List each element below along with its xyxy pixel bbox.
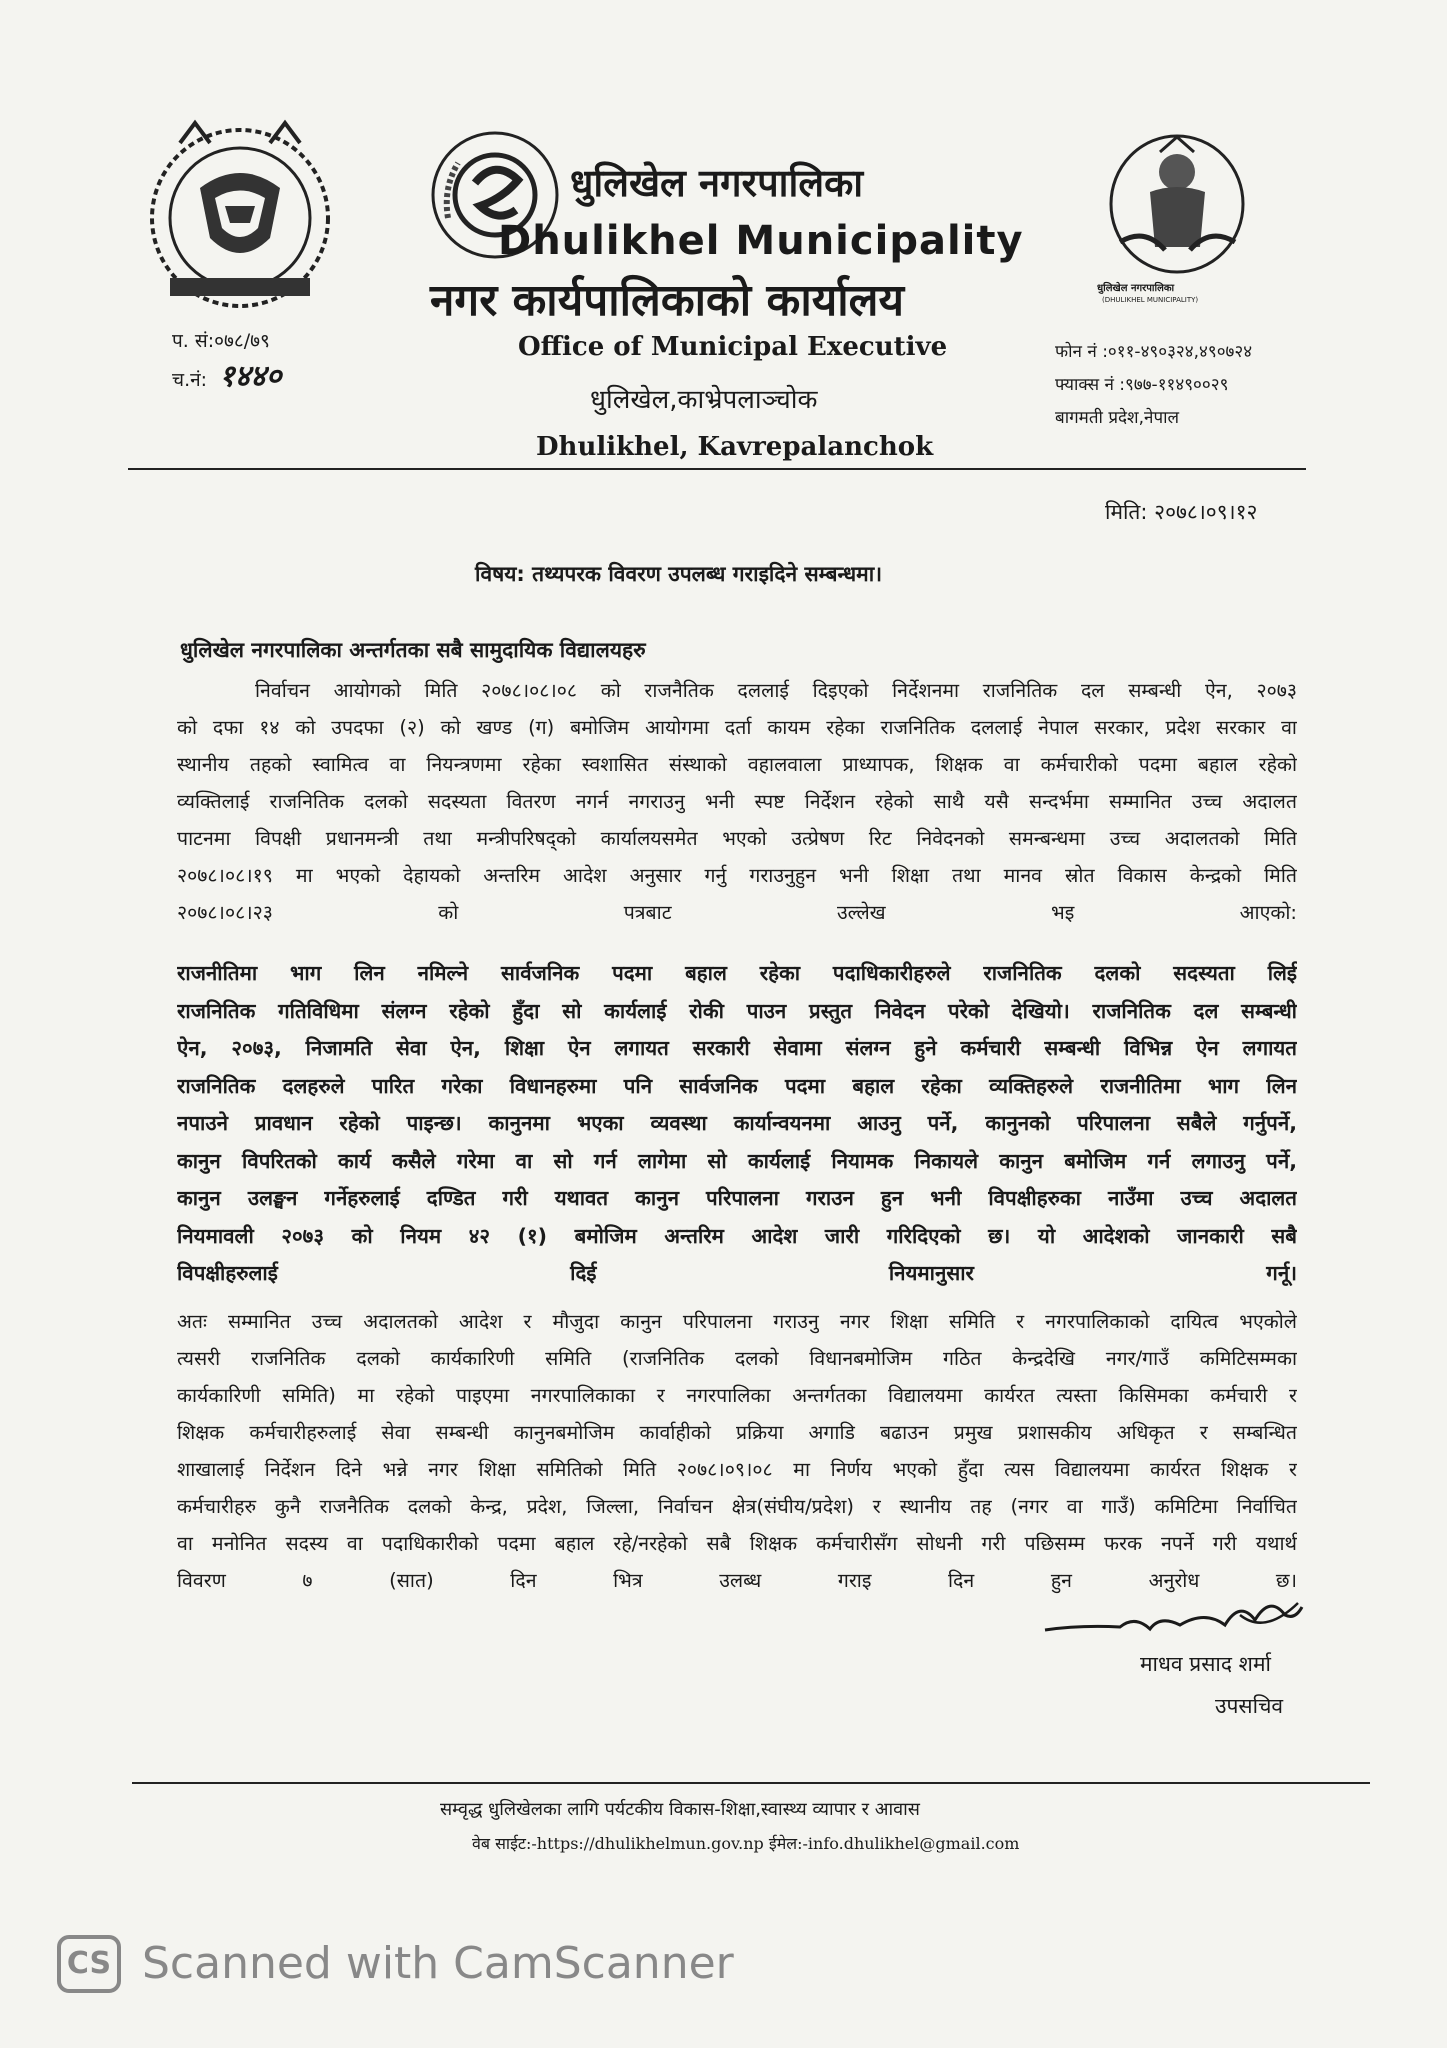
chalani-label: च.नं: [172, 369, 208, 391]
footer-slogan: सम्वृद्ध धुलिखेलका लागि पर्यटकीय विकास-शिक्षा,स्वास्थ्य व्यापार र आवास [440, 1799, 920, 1820]
province: बागमती प्रदेश,नेपाल [1055, 408, 1180, 428]
office-name-en: Office of Municipal Executive [518, 332, 948, 362]
paragraph-line: अतः सम्मानित उच्च अदालतको आदेश र मौजुदा कानुन परिपालना गराउनु नगर शिक्षा समिति र नगरपालिकाको दायित्व भएकोले [177, 1310, 1297, 1333]
letter-recipient: धुलिखेल नगरपालिका अन्तर्गतका सबै सामुदायिक विद्यालयहरु [180, 638, 646, 662]
paragraph-line: विवरण ७ (सात) दिन भित्र उलब्ध गराइ दिन हुन अनुरोध छ। [177, 1569, 1297, 1592]
paragraph-line: राजनितिक दलहरुले पारित गरेका विधानहरुमा पनि सार्वजनिक पदमा बहाल रहेका व्यक्तिहरुले राजनीतिमा भाग लिन [177, 1073, 1297, 1098]
header-divider [128, 468, 1306, 470]
camscanner-watermark: Scanned with CamScanner [142, 1938, 734, 1989]
signatory-name: माधव प्रसाद शर्मा [1140, 1652, 1271, 1676]
paragraph-line: वा मनोनित सदस्य वा पदाधिकारीको पदमा बहाल रहे/नरहेको सबै शिक्षक कर्मचारीसँग सोधनी गरी पछिसम्म फरक नपर्ने गरी यथार्थ [177, 1532, 1297, 1555]
paragraph-line: कानुन उलङ्घन गर्नेहरुलाई दण्डित गरी यथावत कानुन परिपालना गराउन हुन भनी विपक्षीहरुका नाउँमा उच्च अदालत [177, 1186, 1297, 1210]
camscanner-logo-icon: CS [57, 1935, 121, 1993]
paragraph-line: नियमावली २०७३ को नियम ४२ (१) बमोजिम अन्तरिम आदेश जारी गरिदिएको छ। यो आदेशको जानकारी सबै [177, 1223, 1297, 1248]
paragraph-2-court-order [177, 955, 1297, 1293]
paragraph-line: कर्मचारीहरु कुनै राजनैतिक दलको केन्द्र, प्रदेश, जिल्ला, निर्वाचन क्षेत्र(संघीय/प्रदेश) र स्थानीय तह (नगर वा गाउँ) कमिटिमा निर्वाचित [177, 1495, 1297, 1518]
contact-block [1055, 336, 1252, 435]
handwritten-signature [1040, 1585, 1310, 1645]
logo-caption-en: (DHULIKHEL MUNICIPALITY) [1102, 296, 1199, 304]
paragraph-line: पाटनमा विपक्षी प्रधानमन्त्री तथा मन्त्रीपरिषद्को कार्यालयसमेत भएको उत्प्रेषण रिट निवेदनको समन्बन्धमा उच्च अदालतको मिति [177, 827, 1297, 850]
municipality-name-en: Dhulikhel Municipality [498, 218, 1024, 264]
paragraph-line: २०७८।०८।१९ मा भएको देहायको अन्तरिम आदेश अनुसार गर्नु गराउनुहुन भनी शिक्षा तथा मानव स्रोत विकास केन्द्रको मिति [177, 864, 1297, 887]
reference-block [172, 323, 282, 398]
chalani-number [172, 359, 282, 398]
municipality-logo-icon [1105, 132, 1250, 282]
paragraph-3 [177, 1303, 1297, 1599]
patra-sankhya: प. सं:०७८/७९ [172, 330, 270, 352]
fax-number: फ्याक्स नं :९७७-११४९००२९ [1055, 375, 1229, 395]
municipality-name-np: धुलिखेल नगरपालिका [570, 161, 864, 205]
footer-divider [132, 1782, 1370, 1784]
letter-date: मिति: २०७८।०९।१२ [1105, 500, 1258, 524]
letter-subject: विषय: तथ्यपरक विवरण उपलब्ध गराइदिने सम्बन्धमा। [475, 562, 883, 586]
paragraph-line: २०७८।०८।२३ को पत्रबाट उल्लेख भइ आएको: [177, 901, 1297, 924]
paragraph-line: शिक्षक कर्मचारीहरुलाई सेवा सम्बन्धी कानुनबमोजिम कार्वाहीको प्रक्रिया अगाडि बढाउन प्रमुख प्रशासकीय अधिकृत र सम्बन्धित [177, 1421, 1297, 1444]
paragraph-line: नपाउने प्रावधान रहेको पाइन्छ। कानुनमा भएका व्यवस्था कार्यान्वयनमा आउनु पर्ने, कानुनको परिपालना सबैले गर्नुपर्ने, [177, 1111, 1297, 1135]
paragraph-line: निर्वाचन आयोगको मिति २०७८।०८।०८ को राजनैतिक दललाई दिइएको निर्देशनमा राजनितिक दल सम्बन्धी ऐन, २०७३ [255, 679, 1297, 702]
paragraph-line: कानुन विपरितको कार्य कसैले गरेमा वा सो गर्न लागेमा सो कार्यलाई नियामक निकायले कानुन बमोजिम गर्न लगाउनु पर्ने, [177, 1148, 1297, 1173]
phone-number: फोन नं :०११-४९०३२४,४९०७२४ [1055, 342, 1253, 362]
office-name-np: नगर कार्यपालिकाको कार्यालय [430, 275, 904, 326]
footer-contact-line: वेब साईट:-https://dhulikhelmun.gov.np ईमेल:-info.dhulikhel@gmail.com [472, 1834, 1020, 1853]
paragraph-line: व्यक्तिलाई राजनितिक दलको सदस्यता वितरण नगर्न नगराउनु भनी स्पष्ट निर्देशन रहेको साथै यसै सन्दर्भमा सम्मानित उच्च अदालत [177, 790, 1297, 813]
paragraph-line: त्यसरी राजनितिक दलको कार्यकारिणी समिति (राजनितिक दलको विधानबमोजिम गठित केन्द्रदेखि नगर/गाउँ कमिटिसम्मका [177, 1347, 1297, 1370]
signatory-title: उपसचिव [1215, 1694, 1284, 1718]
address-en: Dhulikhel, Kavrepalanchok [536, 432, 934, 462]
paragraph-line: राजनितिक गतिविधिमा संलग्न रहेको हुँदा सो कार्यलाई रोकी पाउन प्रस्तुत निवेदन परेको देखियो। राजनितिक दल सम्बन्धी [177, 998, 1297, 1023]
paragraph-line: शाखालाई निर्देशन दिने भन्ने नगर शिक्षा समितिको मिति २०७८।०९।०८ मा निर्णय भएको हुँदा त्यस विद्यालयमा कार्यरत शिक्षक र [177, 1458, 1297, 1481]
paragraph-line: को दफा १४ को उपदफा (२) को खण्ड (ग) बमोजिम आयोगमा दर्ता कायम रहेका राजनितिक दललाई नेपाल सरकार, प्रदेश सरकार वा [177, 716, 1297, 739]
logo-caption-np: धुलिखेल नगरपालिका [1097, 283, 1175, 294]
paragraph-line: राजनीतिमा भाग लिन नमिल्ने सार्वजनिक पदमा बहाल रहेका पदाधिकारीहरुले राजनितिक दलको सदस्यता लिई [177, 961, 1297, 985]
paragraph-line: ऐन, २०७३, निजामति सेवा ऐन, शिक्षा ऐन लगायत सरकारी सेवामा संलग्न हुने कर्मचारी सम्बन्धी विभिन्न ऐन लगायत [177, 1036, 1297, 1060]
paragraph-line: स्थानीय तहको स्वामित्व वा नियन्त्रणमा रहेका स्वशासित संस्थाको वहालवाला प्राध्यापक, शिक्षक वा कर्मचारीको पदमा बहाल रहेको [177, 753, 1297, 776]
paragraph-line: कार्यकारिणी समिति) मा रहेको पाइएमा नगरपालिकाका र नगरपालिका अन्तर्गतका विद्यालयमा कार्यरत त्यस्ता किसिमका कर्मचारी र [177, 1384, 1297, 1407]
address-np: धुलिखेल,काभ्रेपलाञ्चोक [590, 385, 818, 415]
nepal-emblem-icon [140, 118, 340, 313]
chalani-value: १४४० [219, 359, 282, 394]
paragraph-line: विपक्षीहरुलाई दिई नियमानुसार गर्नू। [177, 1261, 1297, 1285]
paragraph-1 [177, 672, 1297, 931]
